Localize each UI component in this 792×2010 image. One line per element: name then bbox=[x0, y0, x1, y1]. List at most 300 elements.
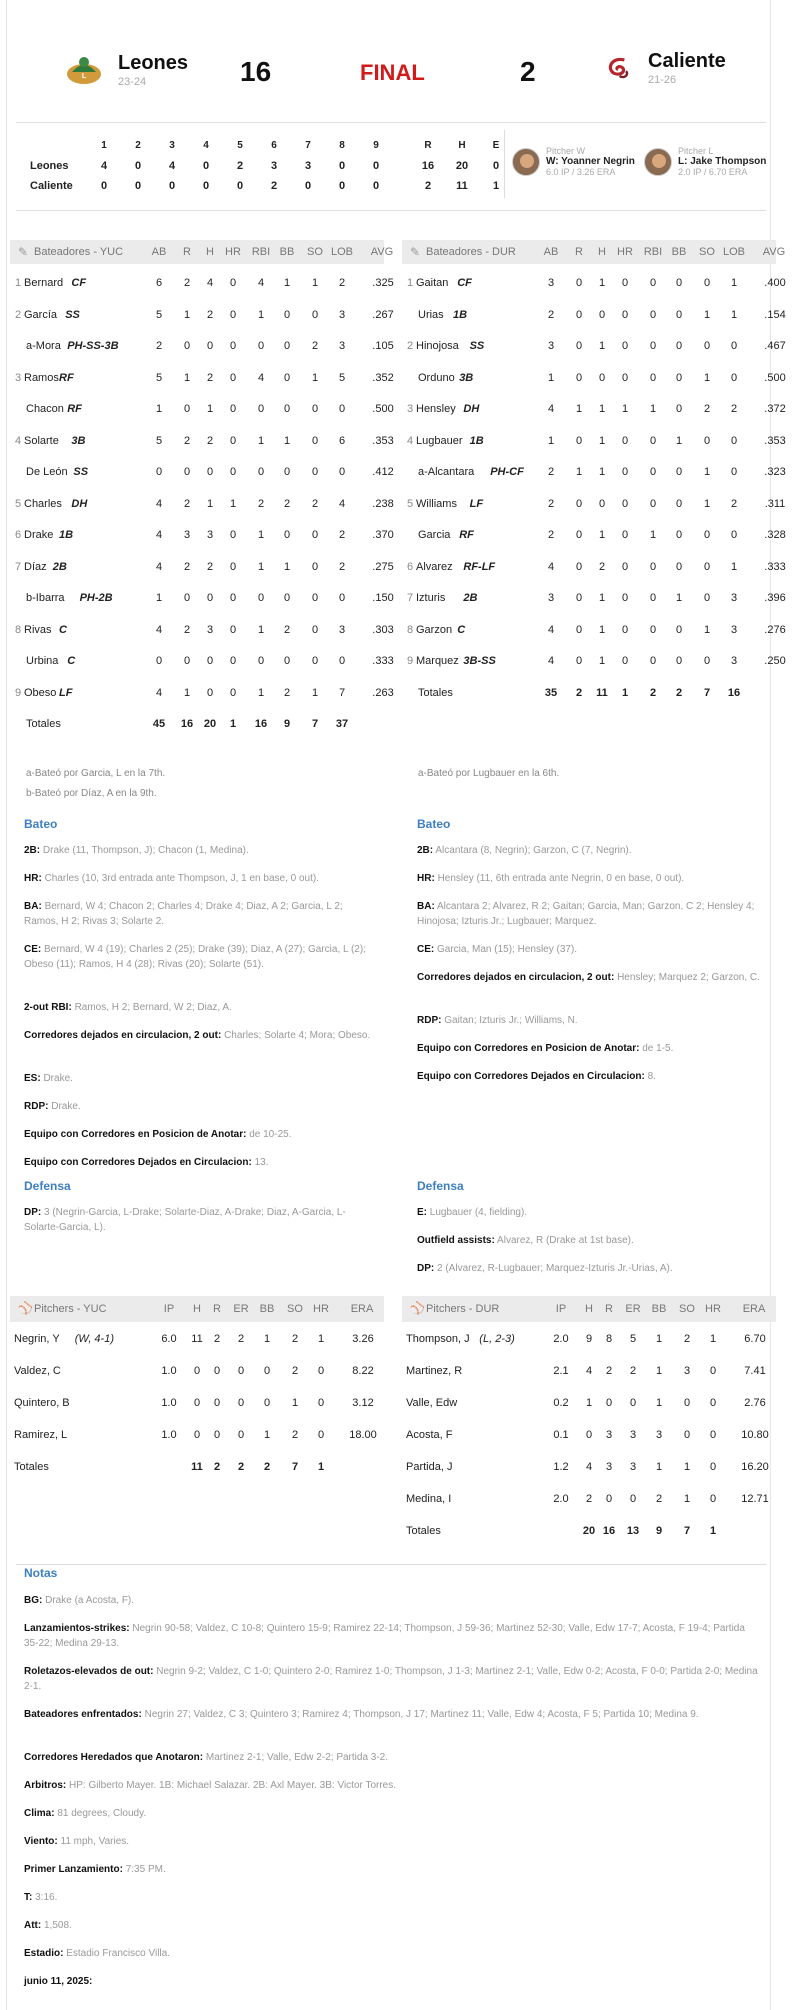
inning-runs: 2 bbox=[270, 180, 278, 192]
stat-line-value: de 10-25. bbox=[249, 1129, 292, 1140]
stat-value: 0 bbox=[311, 560, 319, 573]
rhe-header: R bbox=[424, 140, 432, 151]
stat-value: 0 bbox=[703, 655, 711, 667]
player-position: 1B bbox=[453, 308, 468, 321]
table-row[interactable] bbox=[402, 687, 776, 707]
stat-value: 7 bbox=[703, 686, 711, 699]
stat-value: 0 bbox=[675, 466, 683, 478]
player-name[interactable]: De León bbox=[26, 466, 68, 478]
rhe-header: E bbox=[492, 140, 500, 151]
inning-runs: 0 bbox=[304, 180, 312, 192]
stat-value: 16 bbox=[254, 718, 268, 730]
stat-value: 1 bbox=[183, 308, 191, 321]
player-name[interactable]: Díaz bbox=[24, 560, 47, 573]
player-name[interactable]: Urbina bbox=[26, 655, 59, 667]
caliente-logo-icon bbox=[602, 52, 634, 84]
inning-header: 9 bbox=[373, 140, 379, 151]
stat-value: 0 bbox=[621, 466, 629, 478]
pitcher-decision: (W, 4-1) bbox=[74, 1333, 114, 1345]
stat-value: 1 bbox=[311, 277, 319, 289]
stat-line-label: Roletazos-elevados de out: bbox=[24, 1666, 154, 1677]
stat-value: 1 bbox=[317, 1333, 325, 1345]
table-row[interactable] bbox=[10, 1333, 384, 1353]
stat-line-value: Alvarez, R (Drake at 1st base). bbox=[497, 1235, 634, 1246]
stat-line-label: CE: bbox=[417, 944, 435, 955]
player-name[interactable]: a-Alcantara bbox=[418, 466, 475, 478]
stat-value: 2 bbox=[283, 497, 291, 510]
stat-line-value: Garcia, Man (15); Hensley (37). bbox=[437, 944, 578, 955]
table-row[interactable] bbox=[10, 560, 394, 581]
stat-line-value: Negrin 9-2; Valdez, C 1-0; Quintero 2-0; Ramirez 1-0; Thompson, J 1-3; Martinez 2-1; Valle, Edw 0-2; Acosta, F 0-0; Partida 2-0; Medina 2-1. bbox=[24, 1666, 758, 1692]
stat-line bbox=[417, 899, 772, 929]
stat-value: 1 bbox=[621, 686, 629, 699]
stat-value: 0 bbox=[229, 371, 237, 384]
inning-runs: 0 bbox=[134, 180, 142, 192]
losing-pitcher[interactable] bbox=[644, 146, 766, 177]
stat-line-label: 2-out RBI: bbox=[24, 1002, 72, 1013]
pitcher-l-label: Pitcher L bbox=[678, 146, 714, 156]
stat-value: 0 bbox=[675, 371, 683, 384]
stat-line-label: Arbitros: bbox=[24, 1780, 67, 1791]
stat-value: 1 bbox=[155, 592, 163, 604]
stat-value: 3 bbox=[629, 1461, 637, 1473]
player-position: SS bbox=[65, 308, 80, 321]
stat-value: 4 bbox=[155, 497, 163, 510]
column-header: HR bbox=[313, 1303, 329, 1315]
player-position: LF bbox=[469, 497, 484, 510]
stat-value: 5 bbox=[155, 371, 163, 384]
table-row[interactable] bbox=[10, 592, 394, 612]
pitcher-name[interactable]: Valle, Edw bbox=[406, 1397, 458, 1409]
stat-value: 2 bbox=[730, 497, 738, 510]
stat-value: 2 bbox=[605, 1365, 613, 1377]
stat-line-value: Alcantara 2; Alvarez, R 2; Gaitan; Garcia, Man; Garzon, C 2; Hensley 4; Hinojosa; Izturis Jr.; Lugbauer; Marquez. bbox=[417, 901, 755, 927]
stat-value: 0 bbox=[649, 340, 657, 352]
stat-line-value: Lugbauer (4, fielding). bbox=[429, 1207, 528, 1218]
player-name[interactable]: Izturis bbox=[416, 592, 446, 604]
stat-value: 1 bbox=[598, 277, 606, 289]
stat-value: .276 bbox=[764, 623, 786, 636]
table-row[interactable] bbox=[402, 403, 786, 423]
pitcher-name[interactable]: Acosta, F bbox=[406, 1429, 453, 1441]
stat-value: 0 bbox=[317, 1397, 325, 1409]
stat-value: 0 bbox=[709, 1493, 717, 1505]
bat-icon: ✎ bbox=[410, 245, 421, 259]
stat-value: 0 bbox=[649, 655, 657, 667]
stat-value: 0 bbox=[621, 308, 629, 321]
stat-value: 0 bbox=[206, 655, 214, 667]
pitcher-name[interactable]: Medina, I bbox=[406, 1493, 452, 1505]
pitcher-name[interactable]: Totales bbox=[406, 1525, 441, 1537]
stat-value: 1.0 bbox=[161, 1397, 177, 1409]
table-row[interactable] bbox=[402, 308, 786, 329]
stat-line-label: HR: bbox=[24, 873, 42, 884]
stat-value: 1 bbox=[683, 1461, 691, 1473]
stat-value: 0 bbox=[629, 1493, 637, 1505]
player-name[interactable]: Marquez bbox=[416, 655, 459, 667]
column-header: R bbox=[575, 246, 583, 258]
stat-value: 0 bbox=[283, 340, 291, 352]
stat-value: 0 bbox=[338, 655, 346, 667]
table-row[interactable] bbox=[10, 529, 394, 549]
column-header: ER bbox=[233, 1303, 249, 1315]
table-row[interactable] bbox=[402, 1333, 776, 1353]
stat-line-label: Corredores dejados en circulacion, 2 out: bbox=[24, 1030, 222, 1041]
player-name[interactable]: Urias bbox=[418, 308, 444, 321]
player-name[interactable]: Rivas bbox=[24, 623, 52, 636]
stat-line-value: 7:35 PM. bbox=[125, 1864, 166, 1875]
stat-value: 3 bbox=[547, 592, 555, 604]
stat-value: 1 bbox=[283, 277, 291, 289]
rhe-value: 2 bbox=[424, 180, 432, 192]
stat-value: 2 bbox=[183, 623, 191, 636]
inning-runs: 0 bbox=[202, 180, 210, 192]
table-row[interactable] bbox=[402, 592, 786, 612]
stat-value: 11 bbox=[191, 1461, 203, 1473]
stat-line-value: Estadio Francisco Villa. bbox=[66, 1948, 170, 1959]
pitcher-name[interactable]: Ramirez, L bbox=[14, 1429, 68, 1441]
player-name[interactable]: Alvarez bbox=[416, 560, 453, 573]
player-position: PH-SS-3B bbox=[67, 340, 119, 352]
stat-line-label: Corredores dejados en circulacion, 2 out: bbox=[417, 972, 615, 983]
stat-line-label: DP: bbox=[417, 1263, 435, 1274]
pitcher-name[interactable]: Valdez, C bbox=[14, 1365, 61, 1377]
stat-value: 1 bbox=[703, 466, 711, 478]
stat-value: .412 bbox=[372, 466, 394, 478]
table-row[interactable] bbox=[10, 340, 394, 360]
stat-line bbox=[24, 1890, 759, 1905]
stat-value: 5 bbox=[629, 1333, 637, 1345]
pitcher-name[interactable]: Totales bbox=[14, 1461, 49, 1473]
stat-value: 2 bbox=[283, 623, 291, 636]
table-row[interactable] bbox=[10, 623, 394, 644]
stat-line-label: Bateadores enfrentados: bbox=[24, 1709, 142, 1720]
table-row[interactable] bbox=[10, 1461, 384, 1481]
inning-header: 1 bbox=[101, 140, 107, 151]
stat-value: 0 bbox=[213, 1429, 221, 1441]
player-name[interactable]: García bbox=[24, 308, 58, 321]
stat-line bbox=[24, 1806, 759, 1821]
table-row[interactable] bbox=[10, 466, 394, 486]
stat-value: 1 bbox=[598, 466, 606, 478]
stat-value: 0 bbox=[229, 340, 237, 352]
stat-value: 0 bbox=[575, 308, 583, 321]
stat-value: 11 bbox=[191, 1333, 203, 1345]
inning-header: 5 bbox=[237, 140, 243, 151]
stat-value: 3 bbox=[605, 1429, 613, 1441]
player-name[interactable]: b-Ibarra bbox=[26, 592, 65, 604]
stat-value: 0 bbox=[213, 1397, 221, 1409]
away-team-name: Caliente bbox=[648, 50, 726, 72]
player-name[interactable]: Williams bbox=[416, 497, 457, 510]
column-header: HR bbox=[617, 246, 633, 258]
stat-value: 1 bbox=[655, 1397, 663, 1409]
stat-value: 0 bbox=[213, 1365, 221, 1377]
stat-line bbox=[417, 871, 772, 886]
stat-line-value: Drake (a Acosta, F). bbox=[45, 1595, 135, 1606]
stat-value: 0 bbox=[621, 340, 629, 352]
table-title: Bateadores - DUR bbox=[426, 246, 516, 258]
table-row[interactable] bbox=[10, 403, 394, 423]
table-row[interactable] bbox=[402, 1397, 776, 1417]
table-row[interactable] bbox=[10, 277, 394, 297]
stat-value: 2 bbox=[291, 1365, 299, 1377]
player-position: 3B bbox=[459, 371, 474, 384]
stat-value: 0 bbox=[183, 403, 191, 415]
inning-runs: 2 bbox=[236, 160, 244, 172]
stat-line-label: CE: bbox=[24, 944, 42, 955]
stat-value: 0 bbox=[675, 529, 683, 541]
stat-line-label: T: bbox=[24, 1892, 33, 1903]
stat-value: .323 bbox=[764, 466, 786, 478]
stat-line-value: Ramos, H 2; Bernard, W 2; Diaz, A. bbox=[74, 1002, 232, 1013]
stat-value: 0 bbox=[237, 1429, 245, 1441]
table-row[interactable] bbox=[10, 308, 394, 329]
stat-value: 0 bbox=[263, 1397, 271, 1409]
stat-value: .328 bbox=[764, 529, 786, 541]
rhe-header: H bbox=[458, 140, 466, 151]
column-header: HR bbox=[705, 1303, 721, 1315]
winning-pitcher[interactable] bbox=[512, 146, 635, 177]
table-row[interactable] bbox=[10, 686, 394, 707]
stat-value: 1 bbox=[183, 371, 191, 384]
stat-line-label: 2B: bbox=[24, 845, 41, 856]
stat-value: 0 bbox=[675, 308, 683, 321]
stat-value: 0 bbox=[730, 434, 738, 447]
table-row[interactable] bbox=[10, 1429, 384, 1449]
stat-value: 0 bbox=[229, 686, 237, 699]
table-row[interactable] bbox=[402, 497, 786, 518]
stat-value: 2 bbox=[183, 434, 191, 447]
home-team-record: 23-24 bbox=[118, 76, 147, 88]
inning-runs: 3 bbox=[270, 160, 278, 172]
stat-value: 0 bbox=[257, 592, 265, 604]
table-row[interactable] bbox=[402, 1365, 776, 1385]
table-row[interactable] bbox=[402, 1493, 776, 1513]
stat-value: 0 bbox=[730, 340, 738, 352]
player-position: CF bbox=[71, 277, 87, 289]
home-team[interactable] bbox=[64, 50, 188, 90]
stat-value: 0 bbox=[338, 403, 346, 415]
table-row[interactable] bbox=[402, 466, 786, 486]
column-header: SO bbox=[699, 246, 715, 258]
stat-value: 1 bbox=[703, 623, 711, 636]
stat-value: 2 bbox=[263, 1461, 271, 1473]
stat-value: 1 bbox=[649, 403, 657, 415]
table-row[interactable] bbox=[402, 560, 786, 581]
stat-value: 0 bbox=[575, 560, 583, 573]
stat-value: 5 bbox=[338, 371, 346, 384]
stat-value: 35 bbox=[544, 686, 558, 699]
stat-value: 1 bbox=[291, 1397, 299, 1409]
player-name[interactable]: Hinojosa bbox=[416, 340, 459, 352]
stat-value: 1.0 bbox=[161, 1365, 177, 1377]
player-position: PH-CF bbox=[490, 466, 524, 478]
stat-value: 0 bbox=[649, 592, 657, 604]
stat-value: 0 bbox=[575, 623, 583, 636]
stat-value: 1 bbox=[257, 529, 265, 541]
stat-value: 2.0 bbox=[553, 1333, 569, 1345]
stat-value: 8 bbox=[605, 1333, 613, 1345]
game-status: FINAL bbox=[360, 60, 425, 85]
stat-value: 7 bbox=[338, 686, 346, 699]
table-row[interactable] bbox=[10, 718, 384, 738]
stat-value: 0 bbox=[206, 340, 214, 352]
column-header: R bbox=[183, 246, 191, 258]
player-name[interactable]: a-Mora bbox=[26, 340, 61, 352]
pitcher-name[interactable]: Quintero, B bbox=[14, 1397, 70, 1409]
stat-value: 0 bbox=[206, 686, 214, 699]
stat-line bbox=[417, 843, 772, 858]
table-row[interactable] bbox=[10, 1365, 384, 1385]
substitution-note: a-Bateó por Lugbauer en la 6th. bbox=[418, 768, 560, 779]
player-position: C bbox=[457, 623, 466, 636]
table-row[interactable] bbox=[402, 529, 786, 549]
svg-text:L: L bbox=[81, 73, 87, 80]
lineup-number: 7 bbox=[15, 560, 22, 573]
table-row[interactable] bbox=[402, 623, 786, 644]
stat-line bbox=[24, 1205, 379, 1235]
table-row[interactable] bbox=[402, 1461, 776, 1481]
player-name[interactable]: Garcia bbox=[418, 529, 451, 541]
player-name[interactable]: Orduno bbox=[418, 371, 455, 384]
lineup-number: 1 bbox=[407, 277, 414, 289]
player-name[interactable]: Ramos bbox=[24, 371, 59, 384]
stat-value: 3 bbox=[206, 529, 214, 541]
stat-value: 8.22 bbox=[352, 1365, 374, 1377]
player-position: RF bbox=[459, 529, 474, 541]
table-row[interactable] bbox=[10, 497, 394, 518]
player-name[interactable]: Obeso bbox=[24, 686, 57, 699]
table-row[interactable] bbox=[10, 1397, 384, 1417]
lineup-number: 9 bbox=[407, 655, 414, 667]
baseball-icon: ⚾ bbox=[18, 1301, 33, 1315]
player-name[interactable]: Chacon bbox=[26, 403, 64, 415]
stat-value: 3 bbox=[547, 340, 555, 352]
stat-value: 1 bbox=[675, 434, 683, 447]
player-position: 1B bbox=[59, 529, 74, 541]
stat-line-label: ES: bbox=[24, 1073, 41, 1084]
stat-line bbox=[24, 1099, 379, 1114]
table-row[interactable] bbox=[10, 434, 394, 455]
column-header: BB bbox=[651, 1303, 667, 1315]
player-name[interactable]: Charles bbox=[24, 497, 62, 510]
stat-value: 0 bbox=[229, 655, 237, 667]
stat-value: 0 bbox=[229, 277, 237, 289]
player-name[interactable]: Lugbauer bbox=[416, 434, 463, 447]
stat-value: 16 bbox=[180, 718, 194, 730]
table-row[interactable] bbox=[402, 1429, 776, 1449]
lineup-number: 4 bbox=[15, 434, 22, 447]
column-header: H bbox=[193, 1303, 201, 1315]
stat-value: 0 bbox=[621, 434, 629, 447]
stat-line bbox=[24, 1974, 759, 1989]
pitcher-name[interactable]: Thompson, J bbox=[406, 1333, 470, 1345]
player-name[interactable]: Garzon bbox=[416, 623, 453, 636]
player-position: RF bbox=[59, 371, 74, 384]
stat-value: 0 bbox=[183, 340, 191, 352]
stat-line-label: HR: bbox=[417, 873, 435, 884]
stat-line-label: Equipo con Corredores en Posicion de Anotar: bbox=[24, 1129, 247, 1140]
stat-value: 0 bbox=[183, 655, 191, 667]
section-heading: Defensa bbox=[417, 1179, 464, 1193]
table-row[interactable] bbox=[10, 371, 394, 392]
player-name[interactable]: Hensley bbox=[416, 403, 456, 415]
table-row[interactable] bbox=[402, 1525, 776, 1545]
stat-value: 1 bbox=[655, 1365, 663, 1377]
column-header: H bbox=[598, 246, 606, 258]
pitcher-name[interactable]: Martinez, R bbox=[406, 1365, 463, 1377]
stat-value: 0 bbox=[229, 403, 237, 415]
pitcher-l-name: L: Jake Thompson bbox=[678, 156, 767, 167]
table-row[interactable] bbox=[10, 655, 394, 675]
stat-value: 1 bbox=[598, 529, 606, 541]
table-row[interactable] bbox=[402, 277, 786, 297]
table-row[interactable] bbox=[402, 340, 786, 360]
pitcher-w-stats: 6.0 IP / 3.26 ERA bbox=[546, 167, 616, 177]
stat-value: 2 bbox=[730, 403, 738, 415]
player-name[interactable]: Solarte bbox=[24, 434, 59, 447]
stat-value: 3.12 bbox=[352, 1397, 374, 1409]
stat-value: 1 bbox=[709, 1333, 717, 1345]
table-row[interactable] bbox=[402, 371, 786, 392]
stat-value: 0 bbox=[703, 560, 711, 573]
pitcher-name[interactable]: Negrin, Y bbox=[14, 1333, 60, 1345]
stat-value: 1 bbox=[730, 277, 738, 289]
player-name[interactable]: Gaitan bbox=[416, 277, 449, 289]
player-name[interactable]: Drake bbox=[24, 529, 54, 541]
column-header: IP bbox=[555, 1303, 567, 1315]
stat-value: 0 bbox=[229, 466, 237, 478]
stat-line-label: Equipo con Corredores Dejados en Circulacion: bbox=[417, 1071, 645, 1082]
stat-line bbox=[24, 1946, 759, 1961]
stat-value: 3 bbox=[730, 655, 738, 667]
stat-value: 1 bbox=[621, 403, 629, 415]
away-team[interactable] bbox=[602, 50, 726, 86]
player-name[interactable]: Totales bbox=[26, 718, 61, 730]
stat-value: 0 bbox=[709, 1397, 717, 1409]
stat-value: 2.0 bbox=[553, 1493, 569, 1505]
stat-value: .400 bbox=[764, 277, 786, 289]
stat-value: 20 bbox=[582, 1525, 596, 1537]
stat-value: 2.1 bbox=[553, 1365, 569, 1377]
column-header: IP bbox=[163, 1303, 175, 1315]
pitcher-name[interactable]: Partida, J bbox=[406, 1461, 453, 1473]
stat-line-value: HP: Gilberto Mayer. 1B: Michael Salazar. 2B: Axl Mayer. 3B: Victor Torres. bbox=[69, 1780, 397, 1791]
stat-value: 3 bbox=[183, 529, 191, 541]
stat-value: 1 bbox=[263, 1429, 271, 1441]
stat-value: 0 bbox=[709, 1365, 717, 1377]
stat-value: 2 bbox=[629, 1365, 637, 1377]
player-name[interactable]: Totales bbox=[418, 686, 453, 699]
stat-line-value: 13. bbox=[254, 1157, 269, 1168]
table-row[interactable] bbox=[402, 434, 786, 455]
stat-value: 1 bbox=[257, 686, 265, 699]
player-position: CF bbox=[457, 277, 472, 289]
stat-value: .275 bbox=[372, 560, 394, 573]
stat-value: 2 bbox=[283, 686, 291, 699]
home-score: 16 bbox=[240, 56, 272, 87]
stat-value: 0 bbox=[621, 592, 629, 604]
table-row[interactable] bbox=[402, 655, 786, 675]
section-heading: Notas bbox=[24, 1566, 58, 1580]
stat-value: 3.26 bbox=[352, 1333, 374, 1345]
stat-value: 0 bbox=[621, 371, 629, 384]
stat-value: 0 bbox=[575, 592, 583, 604]
rhe-value: 20 bbox=[455, 160, 469, 172]
player-name[interactable]: Bernard bbox=[24, 277, 64, 289]
inning-header: 7 bbox=[305, 140, 311, 151]
